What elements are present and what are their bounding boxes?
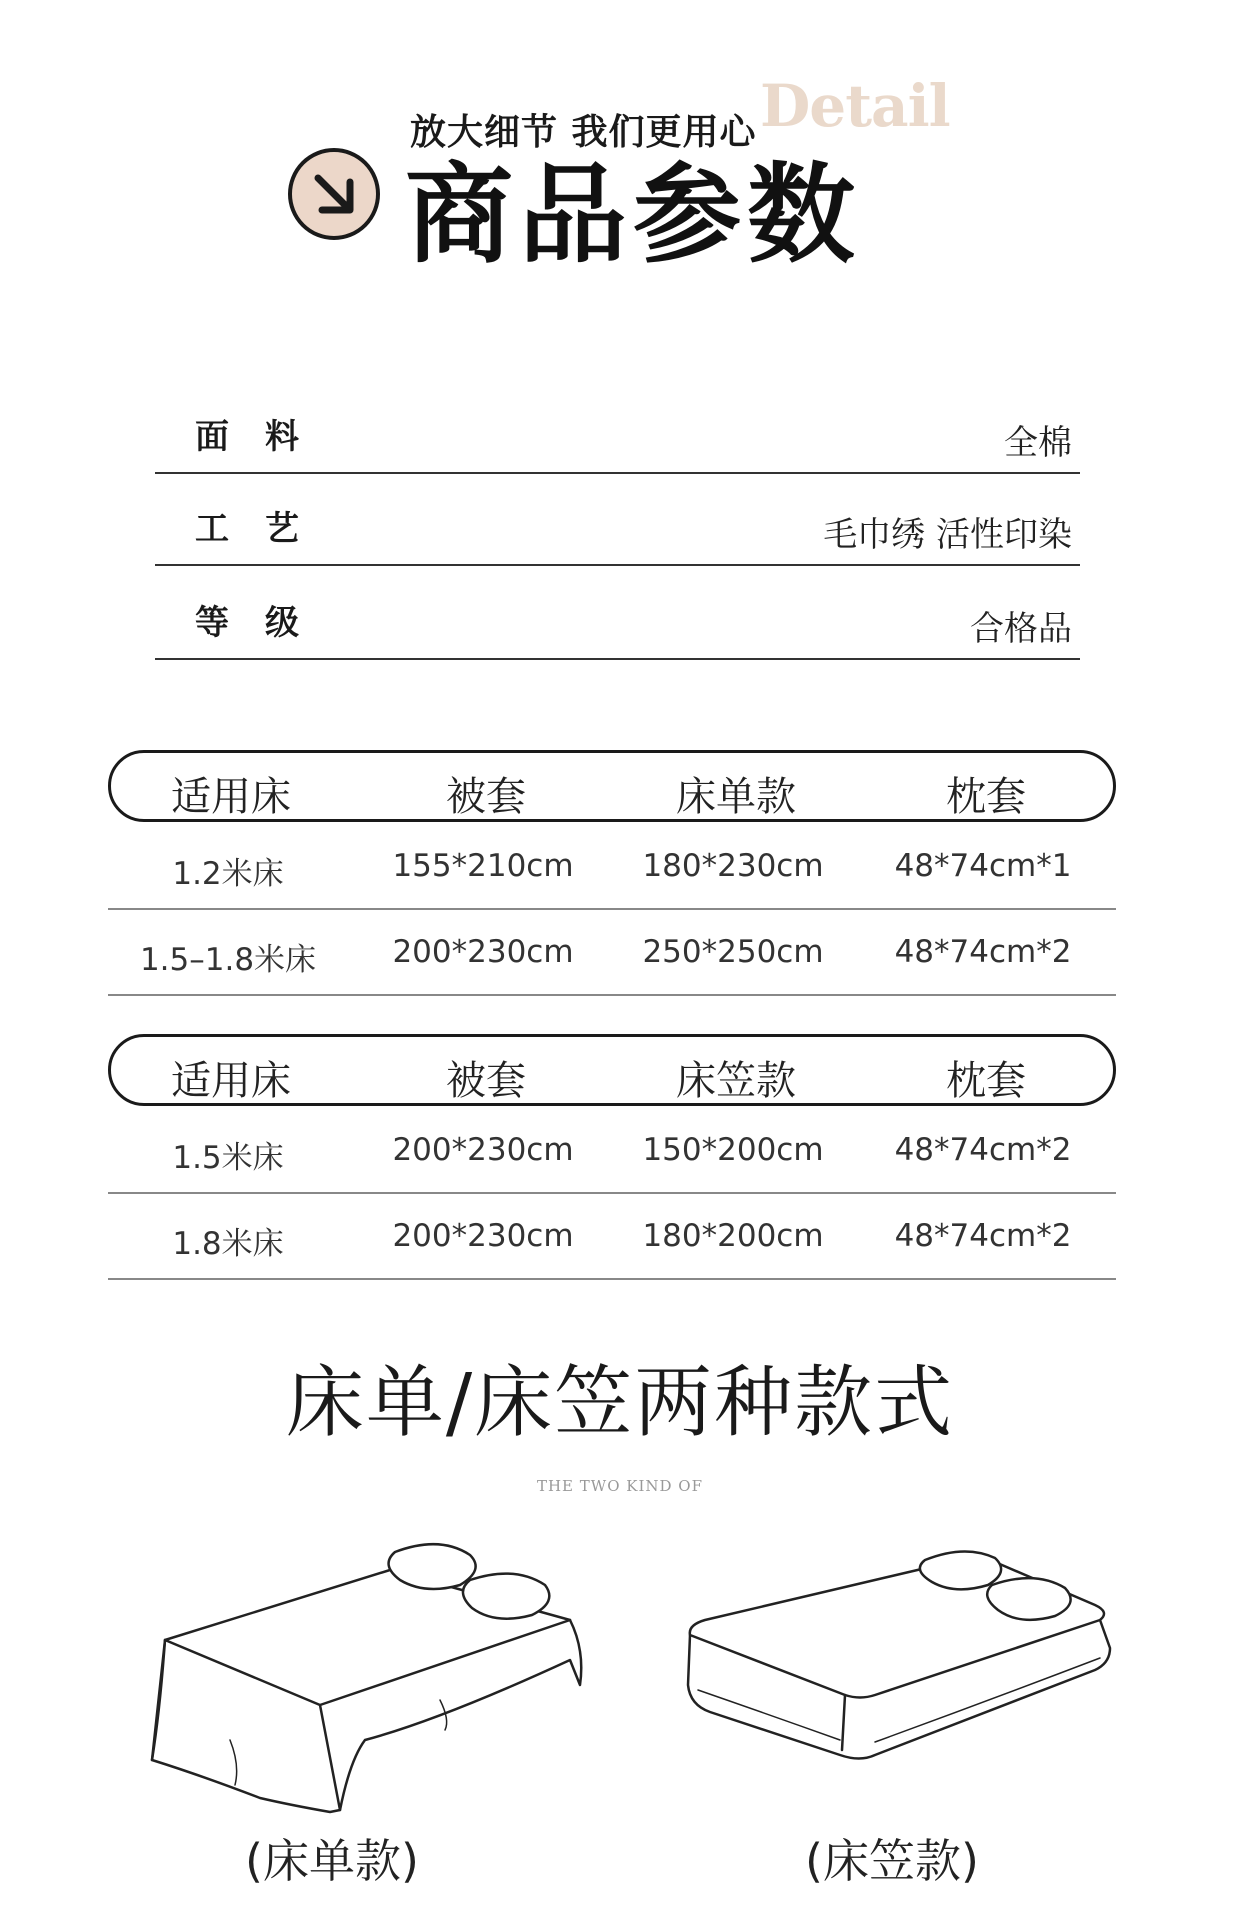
table-cell: 155*210cm	[392, 848, 574, 884]
table-row	[108, 1192, 1116, 1280]
table-header-cell: 枕套	[946, 774, 1026, 820]
header-subtitle: 放大细节 我们更用心	[410, 112, 757, 153]
table-header-cell: 被套	[446, 774, 526, 820]
table-row	[108, 908, 1116, 996]
table-cell: 48*74cm*2	[894, 934, 1072, 970]
table-header-cell: 被套	[446, 1058, 526, 1104]
param-label: 面料	[195, 417, 335, 457]
flat-sheet-caption: (床单款)	[245, 1834, 419, 1888]
table-cell: 1.8米床	[172, 1226, 284, 1262]
table-cell: 1.5米床	[172, 1140, 284, 1176]
table-cell: 48*74cm*2	[894, 1132, 1072, 1168]
table-cell: 48*74cm*1	[894, 848, 1072, 884]
table-cell: 1.2米床	[172, 856, 284, 892]
table-cell: 180*200cm	[642, 1218, 824, 1254]
param-label: 等级	[195, 603, 335, 643]
table-cell: 200*230cm	[392, 1218, 574, 1254]
table2-header	[108, 1034, 1116, 1106]
param-value: 合格品	[970, 609, 1072, 649]
table-row	[108, 822, 1116, 910]
table-cell: 1.5–1.8米床	[139, 942, 317, 978]
table-header-cell: 适用床	[171, 774, 291, 820]
detail-watermark: Detail	[760, 72, 950, 140]
param-value: 毛巾绣 活性印染	[823, 515, 1072, 555]
fitted-sheet-caption: (床笠款)	[805, 1834, 979, 1888]
table-header-cell: 床笠款	[676, 1058, 796, 1104]
param-row-grade	[155, 566, 1080, 660]
fitted-sheet-bed-icon	[670, 1530, 1130, 1800]
param-value: 全棉	[1004, 423, 1072, 463]
param-label: 工艺	[195, 509, 335, 549]
table-header-cell: 床单款	[676, 774, 796, 820]
param-row-craft	[155, 472, 1080, 566]
styles-title: 床单/床笠两种款式	[285, 1358, 955, 1448]
arrow-down-right-icon	[288, 148, 380, 240]
table-header-cell: 枕套	[946, 1058, 1026, 1104]
table-cell: 200*230cm	[392, 1132, 574, 1168]
param-row-material	[155, 380, 1080, 474]
table-cell: 150*200cm	[642, 1132, 824, 1168]
table-cell: 200*230cm	[392, 934, 574, 970]
styles-subtitle: THE TWO KIND OF	[536, 1477, 704, 1495]
table-cell: 250*250cm	[642, 934, 824, 970]
table-cell: 48*74cm*2	[894, 1218, 1072, 1254]
flat-sheet-bed-icon	[140, 1530, 600, 1820]
table1-header	[108, 750, 1116, 822]
table-row	[108, 1106, 1116, 1194]
table-cell: 180*230cm	[642, 848, 824, 884]
page-title: 商品参数	[405, 153, 862, 278]
table-header-cell: 适用床	[171, 1058, 291, 1104]
